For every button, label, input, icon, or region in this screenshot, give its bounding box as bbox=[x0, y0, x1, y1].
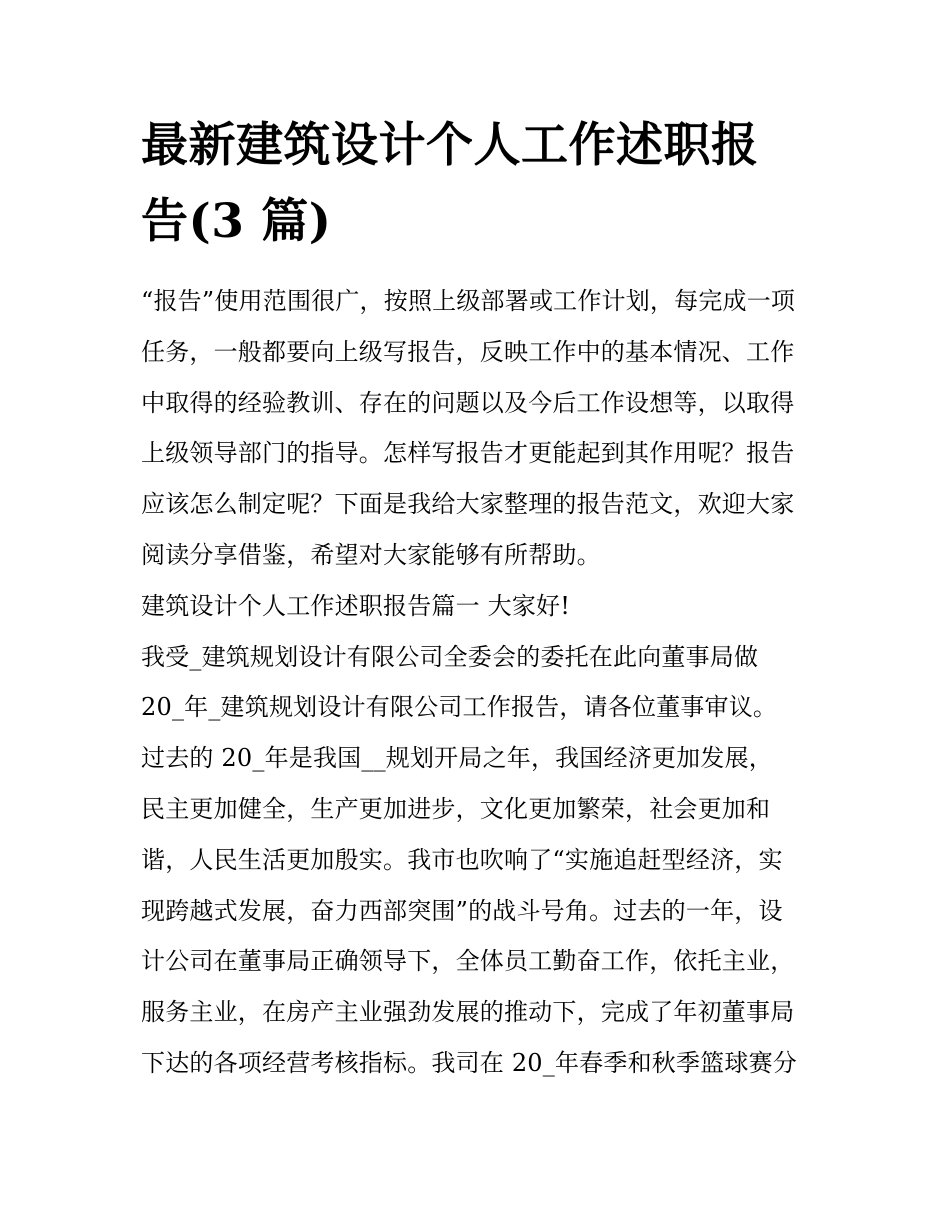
body-line: 中取得的经验教训、存在的问题以及今后工作设想等，以取得 bbox=[141, 388, 795, 417]
body-line: “报告”使用范围很广，按照上级部署或工作计划，每完成一项 bbox=[141, 287, 796, 315]
body-line: 应该怎么制定呢？下面是我给大家整理的报告范文，欢迎大家 bbox=[141, 490, 795, 519]
body-line: 过去的 20_年是我国__规划开局之年，我国经济更加发展， bbox=[141, 744, 773, 773]
body-line: 现跨越式发展，奋力西部突围”的战斗号角。过去的一年，设 bbox=[141, 896, 783, 925]
section-heading-line: 建筑设计个人工作述职报告篇一 大家好! bbox=[141, 591, 571, 620]
body-line: 下达的各项经营考核指标。我司在 20_年春季和秋季篮球赛分 bbox=[141, 1048, 797, 1077]
body-line: 我受_建筑规划设计有限公司全委会的委托在此向董事局做 bbox=[141, 642, 759, 671]
document-title bbox=[141, 108, 821, 260]
body-line: 谐，人民生活更加殷实。我市也吹响了“实施追赶型经济，实 bbox=[141, 845, 783, 874]
body-line: 计公司在董事局正确领导下，全体员工勤奋工作，依托主业， bbox=[141, 947, 795, 976]
body-line: 任务，一般都要向上级写报告，反映工作中的基本情况、工作 bbox=[141, 337, 795, 366]
body-line: 民主更加健全，生产更加进步，文化更加繁荣，社会更加和 bbox=[141, 794, 771, 823]
document-body bbox=[141, 276, 831, 1089]
body-line: 服务主业，在房产主业强劲发展的推动下，完成了年初董事局 bbox=[141, 998, 795, 1027]
body-line: 上级领导部门的指导。怎样写报告才更能起到其作用呢？报告 bbox=[141, 439, 795, 468]
body-line: 阅读分享借鉴，希望对大家能够有所帮助。 bbox=[141, 540, 601, 569]
title-line: 告(3 篇) bbox=[141, 194, 332, 249]
body-line: 20_年_建筑规划设计有限公司工作报告，请各位董事审议。 bbox=[141, 693, 778, 722]
title-line: 最新建筑设计个人工作述职报 bbox=[141, 118, 759, 173]
